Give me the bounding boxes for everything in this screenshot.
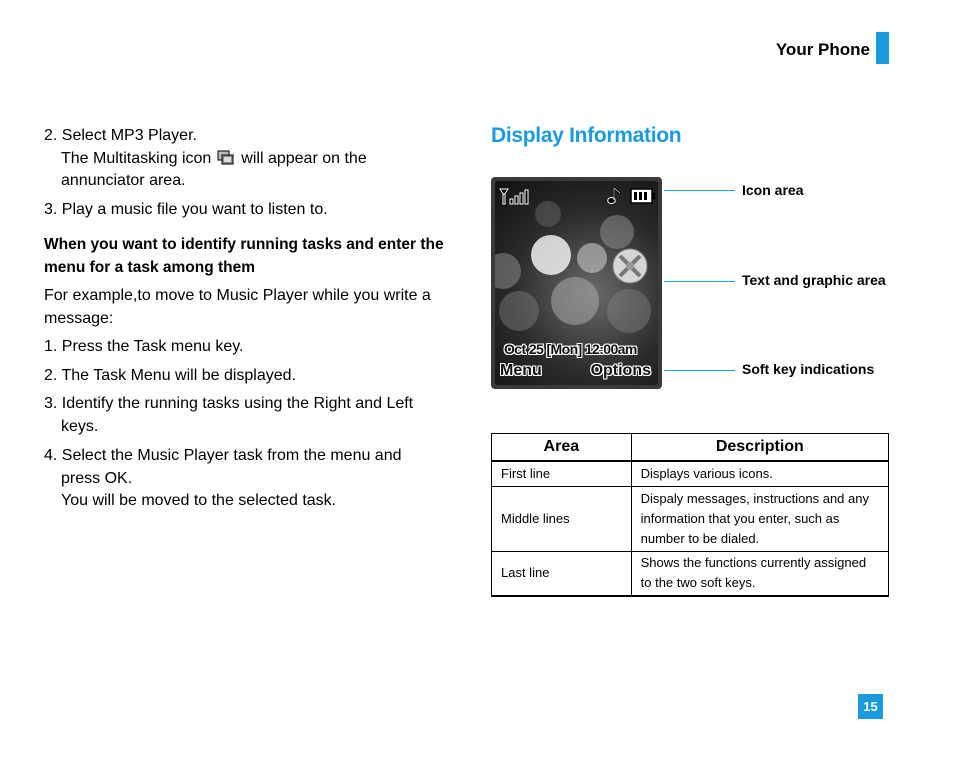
step-2-icon-before: The Multitasking icon xyxy=(61,149,212,167)
table-row xyxy=(492,551,889,596)
bokeh-light xyxy=(535,201,561,227)
task-icon xyxy=(611,247,649,285)
table-row xyxy=(492,486,889,551)
section-title: Display Information xyxy=(491,124,682,147)
table-row xyxy=(492,461,889,486)
table-cell-description: Dispaly messages, instructions and any information that you enter, such as number to be dialed. xyxy=(631,486,888,551)
example-text: For example,to move to Music Player while you write a message: xyxy=(44,287,431,327)
bold-heading: When you want to identify running tasks and enter the menu for a task among them xyxy=(44,236,444,276)
multitasking-icon xyxy=(217,150,235,166)
page-header-title: Your Phone xyxy=(775,40,870,59)
callout-line-text-area xyxy=(664,281,735,282)
list-item: 2. The Task Menu will be displayed. xyxy=(44,367,296,384)
step-2-icon-after: will appear on the xyxy=(241,149,367,167)
table-header-row xyxy=(492,434,889,462)
callout-icon-area: Icon area xyxy=(742,182,804,198)
page-number: 15 xyxy=(858,694,883,719)
table-header: Description xyxy=(631,434,888,462)
bokeh-light xyxy=(577,243,607,273)
callout-line-icon-area xyxy=(664,190,735,191)
bokeh-light xyxy=(600,215,634,249)
bokeh-light xyxy=(499,291,539,331)
bokeh-light xyxy=(531,235,571,275)
list-item: 4. Select the Music Player task from the menu and press OK. xyxy=(44,447,402,487)
music-note-icon xyxy=(607,187,623,205)
list-item: 1. Press the Task menu key. xyxy=(44,338,244,355)
phone-display-illustration xyxy=(491,177,662,389)
table-cell-description: Displays various icons. xyxy=(631,461,888,486)
bokeh-light xyxy=(495,253,521,289)
callout-line-soft-keys xyxy=(664,370,735,371)
screen-date-line: Oct 25 [Mon] 12:00am xyxy=(504,341,637,357)
display-info-table xyxy=(491,433,889,597)
step-2-text: 2. Select MP3 Player. xyxy=(44,127,197,144)
phone-screen xyxy=(495,181,658,385)
signal-icon xyxy=(499,187,529,205)
final-note: You will be moved to the selected task. xyxy=(61,492,337,509)
table-header: Area xyxy=(492,434,632,462)
soft-key-right: Options xyxy=(590,362,651,379)
step-2-icon-line-2: annunciator area. xyxy=(61,172,186,189)
table-cell-area: First line xyxy=(492,461,632,486)
bokeh-light xyxy=(607,289,651,333)
step-2-block xyxy=(44,125,444,193)
battery-icon xyxy=(630,188,656,204)
step-3-text: 3. Play a music file you want to listen to. xyxy=(44,201,328,218)
bokeh-light xyxy=(551,277,599,325)
callout-text-area: Text and graphic area xyxy=(742,272,886,288)
step-2-icon-line xyxy=(44,148,444,171)
table-cell-area: Middle lines xyxy=(492,486,632,551)
table-cell-area: Last line xyxy=(492,551,632,596)
callout-soft-keys: Soft key indications xyxy=(742,361,875,377)
header-accent-bar xyxy=(876,32,889,64)
list-item: 3. Identify the running tasks using the Right and Left keys. xyxy=(44,395,414,435)
soft-key-left: Menu xyxy=(500,362,542,379)
table-cell-description: Shows the functions currently assigned to the two soft keys. xyxy=(631,551,888,596)
